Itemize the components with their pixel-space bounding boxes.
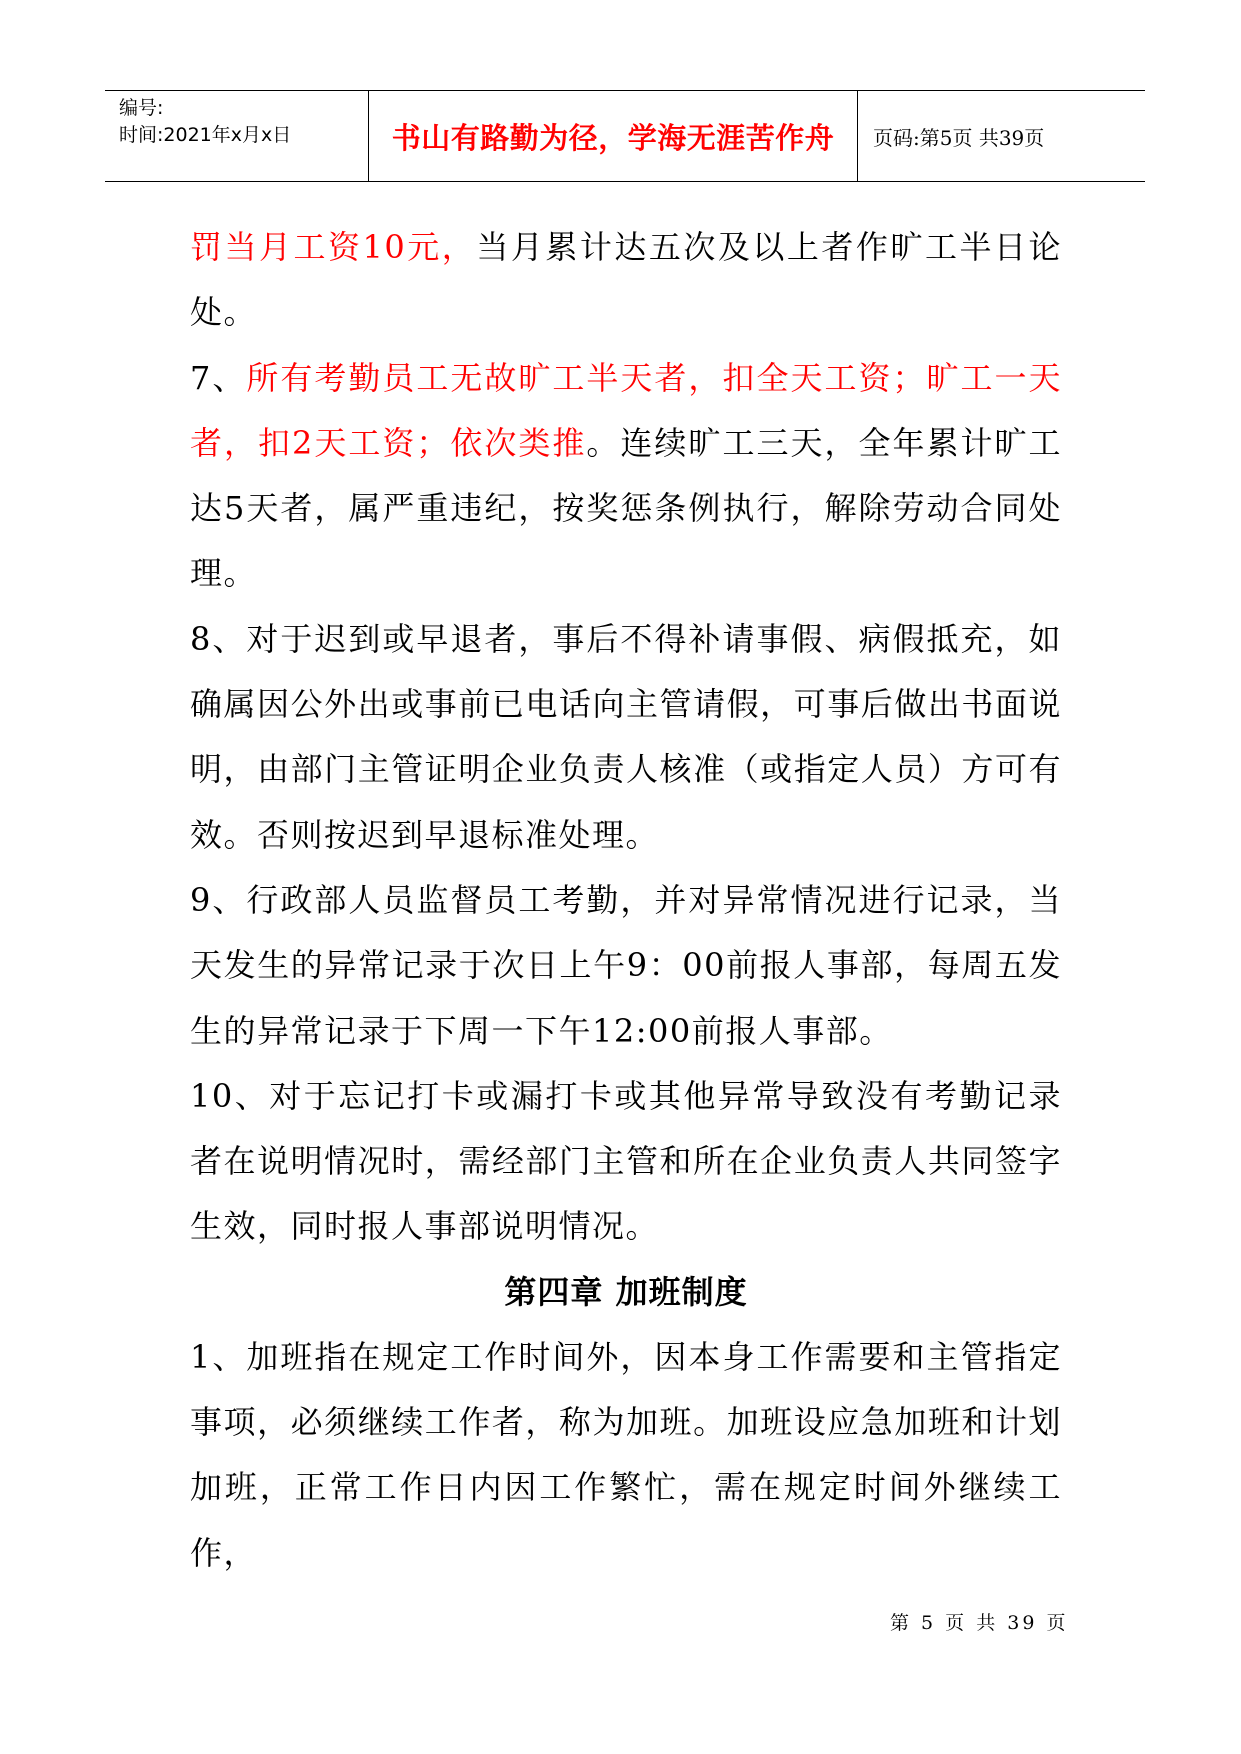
header-motto: 书山有路勤为径，学海无涯苦作舟 <box>391 120 835 155</box>
red-absence-rule: 所有考勤员工无故旷工半天者，扣全天工资；旷工一天者，扣2天工资；依次类推 <box>190 358 1062 462</box>
header-meta <box>119 95 291 149</box>
document-body <box>190 215 1062 1586</box>
paragraph-7 <box>190 346 1062 607</box>
paragraph-6-continued <box>190 215 1062 346</box>
page-header <box>105 90 1145 182</box>
paragraph-10: 10、对于忘记打卡或漏打卡或其他异常导致没有考勤记录者在说明情况时，需经部门主管和所在企业负责人共同签字生效，同时报人事部说明情况。 <box>190 1076 1062 1246</box>
header-time-label: 时间:2021年x月x日 <box>119 124 292 146</box>
header-divider-right <box>857 91 858 181</box>
paragraph-text: 。连续旷工三天，全年累计旷工达5天者，属严重违纪，按奖惩条例执行，解除劳动合同处理。 <box>190 423 1062 593</box>
paragraph-9: 9、行政部人员监督员工考勤，并对异常情况进行记录，当天发生的异常记录于次日上午9：00前报人事部，每周五发生的异常记录于下周一下午12:00前报人事部。 <box>190 880 1062 1050</box>
chapter-title: 第四章 加班制度 <box>504 1272 748 1311</box>
paragraph-8: 8、对于迟到或早退者，事后不得补请事假、病假抵充，如确属因公外出或事前已电话向主管请假，可事后做出书面说明，由部门主管证明企业负责人核准（或指定人员）方可有效。否则按迟到早退标准处理。 <box>190 619 1062 854</box>
header-page-label: 页码:第5页 共39页 <box>873 125 1045 150</box>
header-number-label: 编号: <box>119 97 164 119</box>
paragraph-number: 7、 <box>190 358 247 397</box>
chapter-paragraph-1: 1、加班指在规定工作时间外，因本身工作需要和主管指定事项，必须继续工作者，称为加班。加班设应急加班和计划加班，正常工作日内因工作繁忙，需在规定时间外继续工作， <box>190 1337 1062 1572</box>
paragraph-text: 当月累计达五次及以上者作旷工半日论处。 <box>190 228 1062 332</box>
red-penalty-text: 罚当月工资10元， <box>190 228 477 266</box>
page-footer: 第 5 页 共 39 页 <box>890 1612 1069 1634</box>
